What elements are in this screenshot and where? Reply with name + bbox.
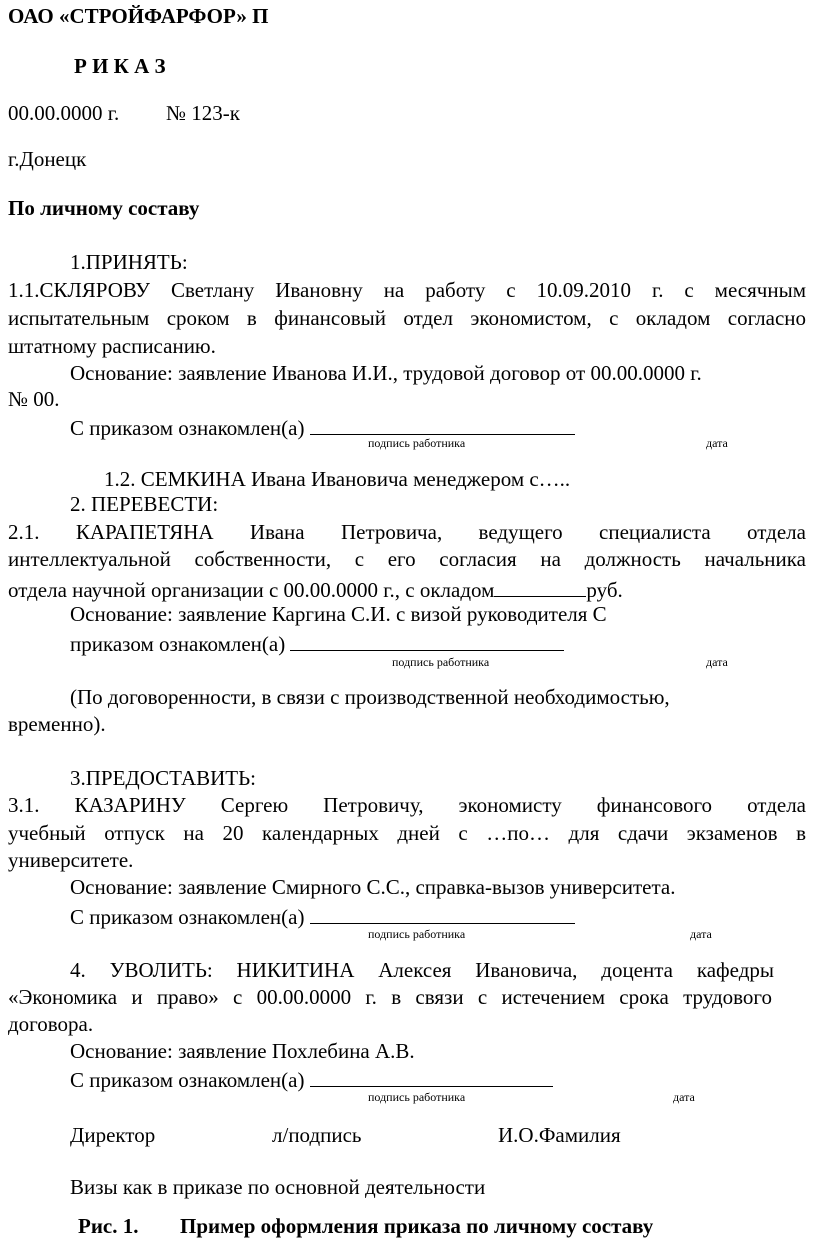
date-caption: дата (690, 927, 712, 941)
acknowledgement-line-1 (70, 414, 575, 439)
acknowledgement-label: С приказом ознакомлен(а) (70, 1068, 305, 1092)
acknowledgement-label: приказом ознакомлен(а) (70, 632, 286, 656)
date-caption: дата (673, 1090, 695, 1104)
grant-line-3: университете. (8, 848, 134, 872)
grant-basis: Основание: заявление Смирного С.С., справка-вызов университета. (70, 875, 676, 899)
transfer-line-2: интеллектуальной собственности, с его согласия на должность начальника (8, 547, 806, 571)
grant-line-1: 3.1. КАЗАРИНУ Сергею Петровичу, экономисту финансового отдела (8, 793, 806, 817)
director-position: Директор (70, 1123, 156, 1147)
acknowledgement-line-3 (70, 903, 575, 928)
dismiss-line-1: 4. УВОЛИТЬ: НИКИТИНА Алексея Ивановича, доцента кафедры (70, 958, 774, 982)
signature-blank (290, 630, 564, 651)
grant-line-2: учебный отпуск на 20 календарных дней с …по… для сдачи экзаменов в (8, 821, 806, 845)
date-caption: дата (706, 655, 728, 669)
acknowledgement-line-4 (70, 1066, 553, 1091)
transfer-line-1: 2.1. КАРАПЕТЯНА Ивана Петровича, ведущего специалиста отдела (8, 520, 806, 544)
signature-caption: подпись работника (368, 1090, 466, 1104)
grant-title: 3.ПРЕДОСТАВИТЬ: (70, 766, 257, 790)
signature-caption: подпись работника (392, 655, 490, 669)
note-line-1: (По договоренности, в связи с производственной необходимостью, (70, 685, 670, 709)
hire-item-2: 1.2. СЕМКИНА Ивана Ивановича менеджером с….. (104, 467, 571, 491)
figure-caption: Пример оформления приказа по личному составу (180, 1214, 654, 1238)
transfer-basis: Основание: заявление Каргина С.И. с визой руководителя С (70, 602, 607, 626)
order-number: № 123-к (166, 101, 240, 125)
signature-caption: подпись работника (368, 436, 466, 450)
hire-item-1-line-2: испытательным сроком в финансовый отдел экономистом, с окладом согласно (8, 306, 806, 330)
dismiss-line-2: «Экономика и право» с 00.00.0000 г. в связи с истечением срока трудового (8, 985, 772, 1009)
director-signature: л/подпись (272, 1123, 362, 1147)
document-type: Р И К А З (74, 54, 166, 78)
company-name: ОАО «СТРОЙФАРФОР» П (8, 4, 269, 28)
transfer-title: 2. ПЕРЕВЕСТИ: (70, 492, 219, 516)
salary-blank (494, 576, 586, 597)
signature-blank (310, 1066, 553, 1087)
figure-label: Рис. 1. (78, 1214, 139, 1238)
transfer-line-3 (8, 576, 623, 601)
hire-item-1-basis-cont: № 00. (8, 387, 60, 411)
signature-caption: подпись работника (368, 927, 466, 941)
visas-note: Визы как в приказе по основной деятельности (70, 1175, 486, 1199)
transfer-line-3-text: отдела научной организации с 00.00.0000 г., с окладом (8, 578, 495, 602)
signature-blank (310, 414, 575, 435)
hire-item-1-line-3: штатному расписанию. (8, 334, 216, 358)
acknowledgement-line-2 (70, 630, 564, 655)
signature-blank (310, 903, 575, 924)
order-subject: По личному составу (8, 196, 200, 220)
acknowledgement-label: С приказом ознакомлен(а) (70, 905, 305, 929)
dismiss-line-3: договора. (8, 1012, 94, 1036)
order-city: г.Донецк (8, 147, 87, 171)
hire-item-1-basis: Основание: заявление Иванова И.И., трудовой договор от 00.00.0000 г. (70, 361, 702, 385)
note-line-2: временно). (8, 712, 106, 736)
date-caption: дата (706, 436, 728, 450)
dismiss-basis: Основание: заявление Похлебина А.В. (70, 1039, 415, 1063)
order-date: 00.00.0000 г. (8, 101, 120, 125)
acknowledgement-label: С приказом ознакомлен(а) (70, 416, 305, 440)
director-name: И.О.Фамилия (498, 1123, 621, 1147)
hire-item-1-line-1: 1.1.СКЛЯРОВУ Светлану Ивановну на работу с 10.09.2010 г. с месячным (8, 278, 806, 302)
hire-title: 1.ПРИНЯТЬ: (70, 250, 188, 274)
currency: руб. (586, 578, 623, 602)
